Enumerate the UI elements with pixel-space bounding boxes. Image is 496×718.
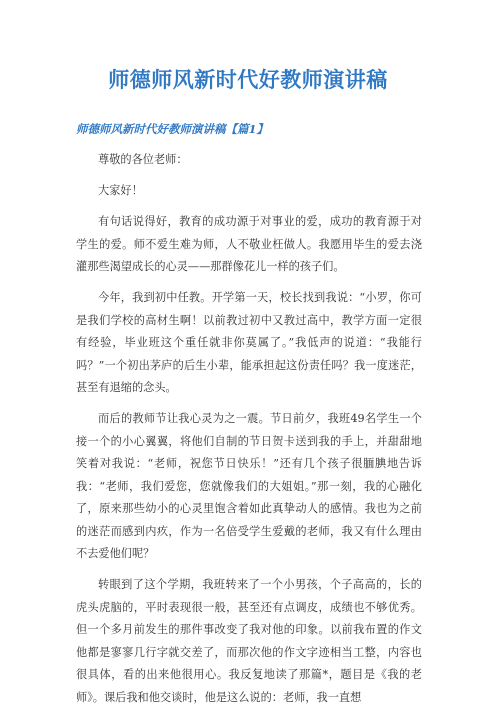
section-heading: 师德师风新时代好教师演讲稿【篇1】 [76,122,268,136]
paragraph: 今年，我到初中任教。开学第一天，校长找到我说：“小罗，你可是我们学校的高材生啊！以前教过初中又教过高中，教学方面一定很有经验，毕业班这个重任就非你莫属了。”我低声的说道：“我能行吗？”一个初出茅庐的后生小辈，能承担起这份责任吗？我一度迷茫，甚至有退缩的念头。 [76,291,422,394]
document-body [76,149,422,718]
document-title: 师德师风新时代好教师演讲稿 [108,68,388,92]
paragraph: 有句话说得好，教育的成功源于对事业的爱，成功的教育源于对学生的爱。师不爱生难为师，人不敬业枉做人。我愿用毕生的爱去浇灌那些渴望成长的心灵——那群像花儿一样的孩子们。 [76,215,422,273]
paragraph-salutation: 尊敬的各位老师： [98,153,188,166]
paragraph-greeting: 大家好！ [98,184,143,197]
paragraph: 转眼到了这个学期，我班转来了一个小男孩，个子高高的，长的虎头虎脑的，平时表现很一般，甚至还有点调皮，成绩也不够优秀。但一个多月前发生的那件事改变了我对他的印象。以前我布置的作文他都是寥寥几行字就交差了，而那次他的作文字迹相当工整，内容也很具体，看的出来他很用心。我反复地读了那篇*，题目是《我的老师》。课后我和他交谈时，他是这么说的：老师，我一直想 [76,578,422,704]
paragraph: 而后的教师节让我心灵为之一震。节日前夕，我班49名学生一个接一个的小心翼翼，将他们自制的节日贺卡送到我的手上，并甜甜地笑着对我说：“老师，祝您节日快乐！”还有几个孩子很腼腆地告诉我：“老师，我们爱您，您就像我们的大姐姐。”那一刻，我的心融化了，原来那些幼小的心灵里饱含着如此真挚动人的感情。我也为之前的迷茫而感到内疚，作为一名倍受学生爱戴的老师，我又有什么理由不去爱他们呢？ [76,412,422,560]
